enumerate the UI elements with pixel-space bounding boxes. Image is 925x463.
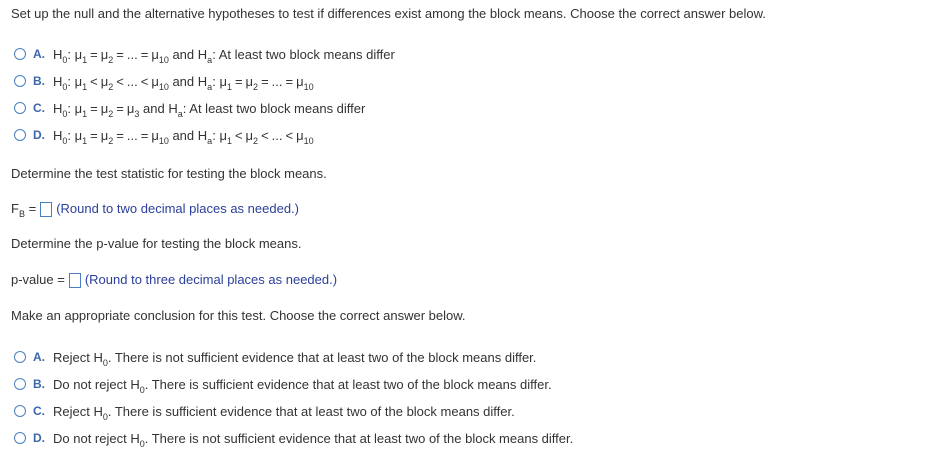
radio-button[interactable] (14, 405, 26, 417)
hypothesis-a-text: $H_0$: $\mu_1 = \mu_2$ = ... = $\mu_{10}$ and $H_a$: At least two block means differ (53, 46, 395, 65)
rounding-hint: (Round to three decimal places as needed.) (84, 272, 338, 287)
conclusion-c-text: Reject $H_0$. There is sufficient evidence that at least two of the block means differ. (53, 403, 515, 422)
hypothesis-option-c[interactable]: C. $H_0$: $\mu_1 = \mu_2 = \mu_3$ and $H_a$: At least two block means differ (14, 99, 365, 117)
question-2-prompt: Determine the test statistic for testing the block means. (11, 166, 327, 181)
hypothesis-b-text: $H_0$: $\mu_1 < \mu_2$ < ... < $\mu_{10}$ and $H_a$: $\mu_1 = \mu_2$ = ... = $\mu_{10}$ (53, 73, 314, 92)
conclusion-option-b[interactable]: B. Do not reject $H_0$. There is sufficient evidence that at least two of the block means differ. (14, 375, 552, 393)
conclusion-a-text: Reject $H_0$. There is not sufficient evidence that at least two of the block means differ. (53, 349, 537, 368)
conclusion-option-a[interactable]: A. Reject $H_0$. There is not sufficient evidence that at least two of the block means differ. (14, 348, 536, 366)
p-value-label: p-value = (11, 272, 65, 287)
radio-button[interactable] (14, 75, 26, 87)
hypothesis-option-d[interactable]: D. $H_0$: $\mu_1 = \mu_2$ = ... = $\mu_{10}$ and $H_a$: $\mu_1 < \mu_2$ < ... < $\mu_{10}$ (14, 126, 314, 144)
radio-button[interactable] (14, 102, 26, 114)
p-value-input[interactable] (69, 273, 81, 288)
test-statistic-row: $F_B$ = (Round to two decimal places as needed.) (11, 201, 299, 219)
radio-button[interactable] (14, 432, 26, 444)
hypothesis-c-text: $H_0$: $\mu_1 = \mu_2 = \mu_3$ and $H_a$: At least two block means differ (53, 100, 366, 119)
question-4-prompt: Make an appropriate conclusion for this test. Choose the correct answer below. (11, 308, 466, 323)
fb-label: $F_B$ (11, 201, 25, 219)
hypothesis-option-a[interactable]: A. $H_0$: $\mu_1 = \mu_2$ = ... = $\mu_{10}$ and $H_a$: At least two block means differ (14, 45, 395, 63)
question-1-prompt: Set up the null and the alternative hypotheses to test if differences exist among the block means. Choose the correct answer below. (11, 6, 766, 21)
radio-button[interactable] (14, 351, 26, 363)
conclusion-d-text: Do not reject $H_0$. There is not sufficient evidence that at least two of the block means differ. (53, 430, 574, 449)
radio-button[interactable] (14, 48, 26, 60)
conclusion-option-d[interactable]: D. Do not reject $H_0$. There is not sufficient evidence that at least two of the block means differ. (14, 429, 573, 447)
hypothesis-option-b[interactable]: B. $H_0$: $\mu_1 < \mu_2$ < ... < $\mu_{10}$ and $H_a$: $\mu_1 = \mu_2$ = ... = $\mu_{10}$ (14, 72, 314, 90)
radio-button[interactable] (14, 129, 26, 141)
p-value-row (11, 272, 337, 288)
hypothesis-d-text: $H_0$: $\mu_1 = \mu_2$ = ... = $\mu_{10}$ and $H_a$: $\mu_1 < \mu_2$ < ... < $\mu_{10}$ (53, 127, 314, 146)
rounding-hint: (Round to two decimal places as needed.) (56, 201, 299, 216)
question-3-prompt: Determine the p-value for testing the block means. (11, 236, 302, 251)
test-statistic-input[interactable] (40, 202, 52, 217)
conclusion-option-c[interactable]: C. Reject $H_0$. There is sufficient evidence that at least two of the block means differ. (14, 402, 515, 420)
radio-button[interactable] (14, 378, 26, 390)
conclusion-b-text: Do not reject $H_0$. There is sufficient evidence that at least two of the block means differ. (53, 376, 552, 395)
